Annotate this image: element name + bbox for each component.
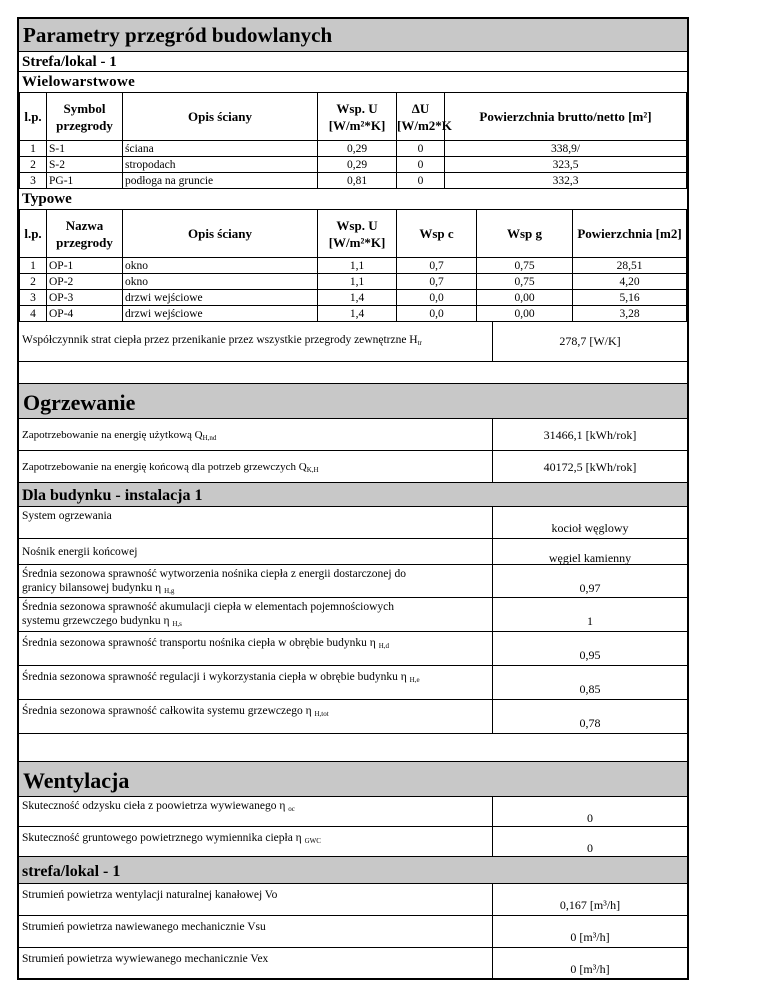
col-opis: Opis ściany <box>123 93 318 141</box>
cell-opis: stropodach <box>123 157 318 173</box>
cell-opis: okno <box>123 274 318 290</box>
eff-e-label: Średnia sezonowa sprawność regulacji i wykorzystania ciepła w obrębie budynku η <box>22 671 407 683</box>
cell-symbol: S-1 <box>47 141 123 157</box>
cell-opis: podłoga na gruncie <box>123 173 318 189</box>
eff-tot-value: 0,78 <box>579 716 601 730</box>
cell-area: 4,20 <box>573 274 687 290</box>
cell-opis: drzwi wejściowe <box>123 306 318 322</box>
col-powierzchnia: Powierzchnia brutto/netto [m²] <box>445 93 687 141</box>
cell-area: 28,51 <box>573 258 687 274</box>
cell-symbol: PG-1 <box>47 173 123 189</box>
cell-u: 1,4 <box>318 290 397 306</box>
htr-row: Współczynnik strat ciepła przez przenikanie przez wszystkie przegrody zewnętrzne $H_{tr}$ 278,7 [W/K] <box>19 322 687 362</box>
col-wsp-u: Wsp. U [W/m²*K] <box>318 210 397 258</box>
qkh-label: Zapotrzebowanie na energię końcową dla potrzeb grzewczych Q <box>22 461 307 473</box>
eff-s-row: Średnia sezonowa sprawność akumulacji ciepła w elementach pojemnościowych systemu grzewczego budynku η $_{H,s}$ 1 <box>19 598 687 632</box>
cell-lp: 3 <box>20 173 47 189</box>
eff-tot-row: Średnia sezonowa sprawność całkowita systemu grzewczego η $_{H,tot}$ 0,78 <box>19 700 687 734</box>
gwc-row: Skuteczność gruntowego powietrznego wymiennika ciepła η $_{GWC}$ 0 <box>19 827 687 857</box>
eff-g-label2: granicy bilansowej budynku η <box>22 582 162 594</box>
vex-row <box>19 948 687 978</box>
col-wsp-g: Wsp g <box>477 210 573 258</box>
typical-table <box>19 209 687 322</box>
oc-value: 0 <box>587 811 593 825</box>
cell-g: 0,75 <box>477 274 573 290</box>
cell-opis: okno <box>123 258 318 274</box>
cell-lp: 4 <box>20 306 47 322</box>
htr-label: Współczynnik strat ciepła przez przenikanie przez wszystkie przegrody zewnętrzne H <box>22 334 418 346</box>
vent-zone-heading: strefa/lokal - 1 <box>19 857 687 884</box>
table-row <box>20 306 687 322</box>
cell-lp: 1 <box>20 141 47 157</box>
multilayer-table <box>19 92 687 189</box>
carrier-value: węgiel kamienny <box>548 551 632 565</box>
htr-value: 278,7 [W/K] <box>559 334 621 348</box>
vex-value: 0 [m³/h] <box>570 962 610 976</box>
cell-area: 3,28 <box>573 306 687 322</box>
vsu-row <box>19 916 687 948</box>
eff-d-row: Średnia sezonowa sprawność transportu nośnika ciepła w obrębie budynku η $_{H,d}$ 0,95 <box>19 632 687 666</box>
col-powierzchnia: Powierzchnia [m2] <box>573 210 687 258</box>
col-wsp-c: Wsp c <box>397 210 477 258</box>
cell-du: 0 <box>397 173 445 189</box>
zone-heading: Strefa/lokal - 1 <box>19 52 687 72</box>
qhnd-label: Zapotrzebowanie na energię użytkową Q <box>22 429 203 441</box>
eff-e-row: Średnia sezonowa sprawność regulacji i wykorzystania ciepła w obrębie budynku η $_{H,e}$ 0,85 <box>19 666 687 700</box>
cell-u: 1,1 <box>318 258 397 274</box>
col-nazwa: Nazwa przegrody <box>47 210 123 258</box>
vsu-label: Strumień powietrza nawiewanego mechanicznie Vsu <box>19 916 493 947</box>
cell-opis: ściana <box>123 141 318 157</box>
cell-area: 338,9/ <box>445 141 687 157</box>
cell-u: 0,29 <box>318 157 397 173</box>
col-wsp-u: Wsp. U [W/m²*K] <box>318 93 397 141</box>
cell-du: 0 <box>397 141 445 157</box>
cell-u: 1,4 <box>318 306 397 322</box>
cell-symbol: S-2 <box>47 157 123 173</box>
cell-nazwa: OP-2 <box>47 274 123 290</box>
cell-area: 332,3 <box>445 173 687 189</box>
oc-label: Skuteczność odzysku cieła z poowietrza wywiewanego η <box>22 800 286 812</box>
eff-s-value: 1 <box>587 614 593 628</box>
table-row <box>20 274 687 290</box>
cell-c: 0,0 <box>397 290 477 306</box>
cell-c: 0,7 <box>397 258 477 274</box>
qkh-row: Zapotrzebowanie na energię końcową dla potrzeb grzewczych $Q_{K,H}$ 40172,5 [kWh/rok] <box>19 451 687 483</box>
eff-s-label2: systemu grzewczego budynku η <box>22 615 170 627</box>
table-row <box>20 141 687 157</box>
cell-nazwa: OP-3 <box>47 290 123 306</box>
cell-du: 0 <box>397 157 445 173</box>
vex-label: Strumień powietrza wywiewanego mechanicznie Vex <box>19 948 493 978</box>
install-heading: Dla budynku - instalacja 1 <box>19 483 687 507</box>
carrier-label: Nośnik energii końcowej <box>19 539 493 564</box>
cell-u: 0,29 <box>318 141 397 157</box>
cell-nazwa: OP-4 <box>47 306 123 322</box>
gwc-value: 0 <box>587 841 593 855</box>
cell-c: 0,0 <box>397 306 477 322</box>
col-lp: l.p. <box>20 210 47 258</box>
cell-g: 0,75 <box>477 258 573 274</box>
system-row <box>19 507 687 539</box>
multilayer-heading: Wielowarstwowe <box>19 72 687 92</box>
cell-lp: 1 <box>20 258 47 274</box>
eff-d-label: Średnia sezonowa sprawność transportu nośnika ciepła w obrębie budynku η <box>22 637 376 649</box>
col-opis: Opis ściany <box>123 210 318 258</box>
cell-area: 323,5 <box>445 157 687 173</box>
cell-area: 5,16 <box>573 290 687 306</box>
eff-d-value: 0,95 <box>579 648 601 662</box>
vo-label: Strumień powietrza wentylacji naturalnej kanałowej Vo <box>19 884 493 915</box>
cell-g: 0,00 <box>477 306 573 322</box>
cell-lp: 2 <box>20 274 47 290</box>
cell-nazwa: OP-1 <box>47 258 123 274</box>
vsu-value: 0 [m³/h] <box>570 930 610 944</box>
ventilation-heading: Wentylacja <box>19 762 687 797</box>
cell-u: 0,81 <box>318 173 397 189</box>
col-lp: l.p. <box>20 93 47 141</box>
cell-c: 0,7 <box>397 274 477 290</box>
cell-u: 1,1 <box>318 274 397 290</box>
eff-g-row: Średnia sezonowa sprawność wytworzenia nośnika ciepła z energii dostarczonej do granicy bilansowej budynku η $_{H,g}$ 0,97 <box>19 565 687 598</box>
col-delta-u: ΔU [W/m2*K <box>397 93 445 141</box>
gwc-label: Skuteczność gruntowego powietrznego wymiennika ciepła η <box>22 832 302 844</box>
eff-g-label1: Średnia sezonowa sprawność wytworzenia nośnika ciepła z energii dostarczonej do <box>22 568 406 580</box>
table-row <box>20 173 687 189</box>
carrier-row <box>19 539 687 565</box>
qhnd-value: 31466,1 [kWh/rok] <box>543 428 637 442</box>
eff-s-label1: Średnia sezonowa sprawność akumulacji ciepła w elementach pojemnościowych <box>22 601 395 613</box>
eff-g-value: 0,97 <box>579 581 601 595</box>
table-row <box>20 290 687 306</box>
heating-heading: Ogrzewanie <box>19 384 687 419</box>
document-page <box>17 17 689 980</box>
cell-lp: 2 <box>20 157 47 173</box>
qkh-value: 40172,5 [kWh/rok] <box>543 460 637 474</box>
col-symbol: Symbol przegrody <box>47 93 123 141</box>
oc-row: Skuteczność odzysku cieła z poowietrza wywiewanego η $_{oc}$ 0 <box>19 797 687 827</box>
page-title: Parametry przegród budowlanych <box>19 19 687 52</box>
table-row <box>20 157 687 173</box>
qhnd-row: Zapotrzebowanie na energię użytkową $Q_{H,nd}$ 31466,1 [kWh/rok] <box>19 419 687 451</box>
cell-opis: drzwi wejściowe <box>123 290 318 306</box>
eff-tot-label: Średnia sezonowa sprawność całkowita systemu grzewczego η <box>22 705 312 717</box>
eff-e-value: 0,85 <box>579 682 601 696</box>
cell-g: 0,00 <box>477 290 573 306</box>
cell-lp: 3 <box>20 290 47 306</box>
system-value: kocioł węglowy <box>551 521 629 535</box>
typical-heading: Typowe <box>19 189 687 209</box>
table-row <box>20 258 687 274</box>
system-label: System ogrzewania <box>19 507 493 538</box>
vo-value: 0,167 [m³/h] <box>559 898 621 912</box>
vo-row <box>19 884 687 916</box>
